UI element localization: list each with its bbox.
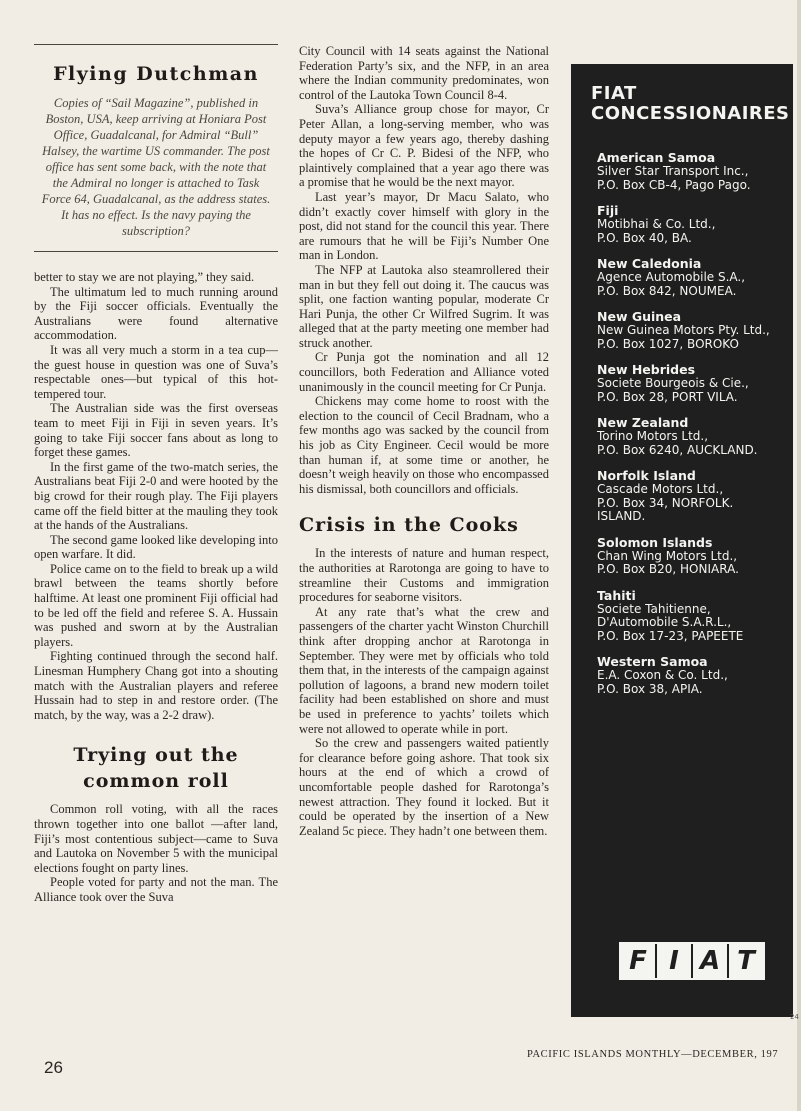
dealer-address-line: P.O. Box 842, NOUMEA.: [597, 283, 737, 298]
council-paragraph: Chickens may come home to roost with the election to the council of Cecil Bradnam, who a few months ago was sacked by the council from his job as City Engineer. Cecil would be more than human if, at some time or another, he doesn’t weigh heavily on those who encompassed his dismissal, both councillors and officials.: [299, 394, 549, 496]
dealer-address-line: Chan Wing Motors Ltd.,: [597, 548, 738, 563]
crisis-in-cooks-heading: Crisis in the Cooks: [299, 514, 519, 537]
dealer-address-line: P.O. Box B20, HONIARA.: [597, 562, 739, 576]
common-roll-paragraph: Common roll voting, with all the races thrown together into one ballot —after land, Fiji’s most contentious subject—came to Suva and Lautoka on November 5 with the municipal elections fought on party lines.: [34, 802, 278, 875]
ad-title: [591, 84, 793, 124]
cooks-paragraph: At any rate that’s what the crew and passengers of the charter yacht Winston Churchill think after dropping anchor at Rarotonga in September. They were met by officials who told them that, in the interests of the campaign against pollution of lagoons, a brand new modern toilet facility had been established on shore and must be used in preference to yachts’ toilets which were not allowed to operate while in port.: [299, 604, 549, 736]
dealer-region: Fiji: [597, 203, 619, 218]
council-paragraph: City Council with 14 seats against the National Federation Party’s six, and the NFP, in an area where the Indian community predominates, won control of the Lautoka Town Council 8-4.: [299, 44, 549, 102]
dealer-entry: [597, 309, 793, 351]
dealer-region: New Zealand: [597, 415, 689, 430]
soccer-paragraph: Fighting continued through the second half. Linesman Humphery Chang got into a shouting match with the Australian players and referee Hussain had to step in and restore order. (The match, by the way, was a 2-2 draw).: [34, 649, 278, 722]
cooks-paragraph: So the crew and passengers waited patiently for clearance before going ashore. That took six hours at the end of which a crowd of uncomfortable people dashed for Rarotonga’s newest attraction. They found it locked. But it could be operated by the insertion of a New Zealand 5c piece. They hadn’t one between them.: [299, 736, 549, 838]
middle-column: [299, 44, 549, 838]
dealer-entry: [597, 415, 793, 457]
dealer-address-line: P.O. Box 17-23, PAPEETE: [597, 628, 744, 643]
page-number: 26: [44, 1058, 63, 1077]
dealer-region: Norfolk Island: [597, 468, 696, 483]
flying-dutchman-heading: Flying Dutchman: [53, 63, 259, 85]
cooks-paragraph: In the interests of nature and human respect, the authorities at Rarotonga are going to have to streamline their Customs and immigration procedures for seaborne visitors.: [299, 546, 549, 605]
dealer-address-line: P.O. Box 6240, AUCKLAND.: [597, 442, 758, 457]
soccer-paragraph: The Australian side was the first overseas team to meet Fiji in Fiji in seven years. It’s going to take Fiji soccer fans about as long to forget these games.: [34, 401, 278, 460]
top-rule: [34, 44, 278, 45]
dealer-address-line: P.O. Box CB-4, Pago Pago.: [597, 177, 751, 192]
dealer-address-line: D'Automobile S.A.R.L.,: [597, 615, 732, 629]
soccer-paragraph: The ultimatum led to much running around by the Fiji soccer officials. Eventually the Australians were found alternative accommodation.: [34, 284, 278, 343]
soccer-paragraph: better to stay we are not playing,” they said.: [34, 270, 255, 284]
dealer-entry: [597, 362, 793, 404]
footer-masthead: PACIFIC ISLANDS MONTHLY—DECEMBER, 197: [527, 1049, 779, 1060]
council-paragraph: The NFP at Lautoka also steamrollered their man in but they fell out doing it. The caucus was split, one faction wanting popular, moderate Cr Hari Punja, the other Cr Wilfred Sugrim. It was alleged that at the party meeting one member had struck another.: [299, 262, 549, 350]
dealer-address-line: Torino Motors Ltd.,: [597, 429, 709, 443]
soccer-paragraph: Police came on to the field to break up a wild brawl between the teams shortly before halftime. At least one prominent Fiji official had to be led off the field and referee S. A. Hussain was pushed and sworn at by the Australian players.: [34, 561, 278, 649]
edge-number: 24: [790, 1013, 799, 1021]
council-paragraph: Last year’s mayor, Dr Macu Salato, who didn’t exactly cover himself with glory in the post, did not stand for the council this year. There are rumours that he will be Fiji’s Number One man in London.: [299, 189, 549, 263]
dealer-address-line: Societe Bourgeois & Cie.,: [597, 376, 749, 390]
dealer-region: American Samoa: [597, 150, 716, 165]
dealer-address-line: P.O. Box 40, BA.: [597, 230, 692, 245]
fiat-logo: [619, 942, 765, 980]
dealer-region: Solomon Islands: [597, 534, 713, 550]
fiat-logo-letter: I: [657, 944, 691, 978]
dealer-entry: [597, 468, 793, 524]
fiat-logo-letter: T: [729, 944, 763, 978]
common-roll-heading: Trying out the common roll: [73, 744, 239, 793]
dealer-region: New Guinea: [597, 309, 682, 324]
soccer-paragraph: In the first game of the two-match series, the Australians beat Fiji 2-0 and were hooted by the big crowd for their rough play. The Fiji players came off the field bitter at the mauling they took at the hands of the Australians.: [34, 459, 278, 533]
dealer-address-line: Agence Automobile S.A.,: [597, 270, 746, 284]
common-roll-paragraph: People voted for party and not the man. The Alliance took over the Suva: [34, 875, 278, 904]
flying-dutchman-note: Copies of “Sail Magazine”, published in Boston, USA, keep arriving at Honiara Post Office, Guadalcanal, for Admiral “Bull” Halsey, the wartime US commander. The post office has sent some back, with the note that the Admiral no longer is attached to Task Force 64, Guadalcanal, as the address states. It has no effect. Is the navy paying the subscription?: [41, 96, 271, 238]
dealer-entry: [597, 256, 793, 298]
council-paragraph: Suva’s Alliance group chose for mayor, Cr Peter Allan, a long-serving member, who was deputy mayor a few years ago, thereby dashing the hopes of Cr C. P. Bidesi of the NFP, who plaintively complained that a year ago there was a promise that he would be the next mayor.: [299, 102, 549, 190]
dealer-address-line: Motibhai & Co. Ltd.,: [597, 217, 716, 231]
dealer-address-line: Cascade Motors Ltd.,: [597, 482, 724, 496]
dealer-address-line: New Guinea Motors Pty. Ltd.,: [597, 323, 770, 337]
dealer-address-line: P.O. Box 28, PORT VILA.: [597, 389, 738, 404]
fiat-advertisement: [571, 64, 793, 1017]
fiat-logo-letter: A: [693, 944, 727, 978]
dealer-address-line: P.O. Box 34, NORFOLK.: [597, 495, 734, 510]
dealer-address-line: E.A. Coxon & Co. Ltd.,: [597, 668, 728, 682]
dealer-region: Western Samoa: [597, 654, 708, 669]
dealer-entry: [597, 203, 793, 245]
soccer-paragraph: It was all very much a storm in a tea cup—the guest house in question was one of Suva’s respectable ones—but typical of this hot-tempered tour.: [34, 342, 278, 401]
ad-title-heading: CONCESSIONAIRES: [591, 103, 790, 124]
dealer-address-line: Societe Tahitienne,: [597, 601, 711, 616]
dealer-entry: [597, 150, 793, 192]
fiat-logo-letter: F: [621, 944, 655, 978]
dealer-list: [571, 150, 793, 696]
dealer-entry: [597, 535, 793, 577]
soccer-paragraph: The second game looked like developing into open warfare. It did.: [34, 532, 278, 562]
left-column: [34, 44, 278, 905]
dealer-address-line: Silver Star Transport Inc.,: [597, 164, 749, 178]
dealer-region: New Hebrides: [597, 362, 696, 377]
page-edge: [797, 0, 801, 1111]
dealer-entry: [597, 654, 793, 696]
note-bottom-rule: [34, 251, 278, 252]
dealer-address-line: P.O. Box 1027, BOROKO: [597, 336, 739, 351]
council-paragraph: Cr Punja got the nomination and all 12 councillors, both Federation and Alliance voted unanimously in the council meeting for Cr Punja.: [299, 350, 549, 394]
dealer-region: New Caledonia: [597, 256, 702, 271]
dealer-entry: [597, 588, 793, 644]
dealer-address-line: P.O. Box 38, APIA.: [597, 681, 703, 696]
dealer-region: Tahiti: [597, 587, 636, 603]
ad-title-brand: FIAT: [591, 83, 637, 104]
dealer-address-line: ISLAND.: [597, 509, 646, 523]
